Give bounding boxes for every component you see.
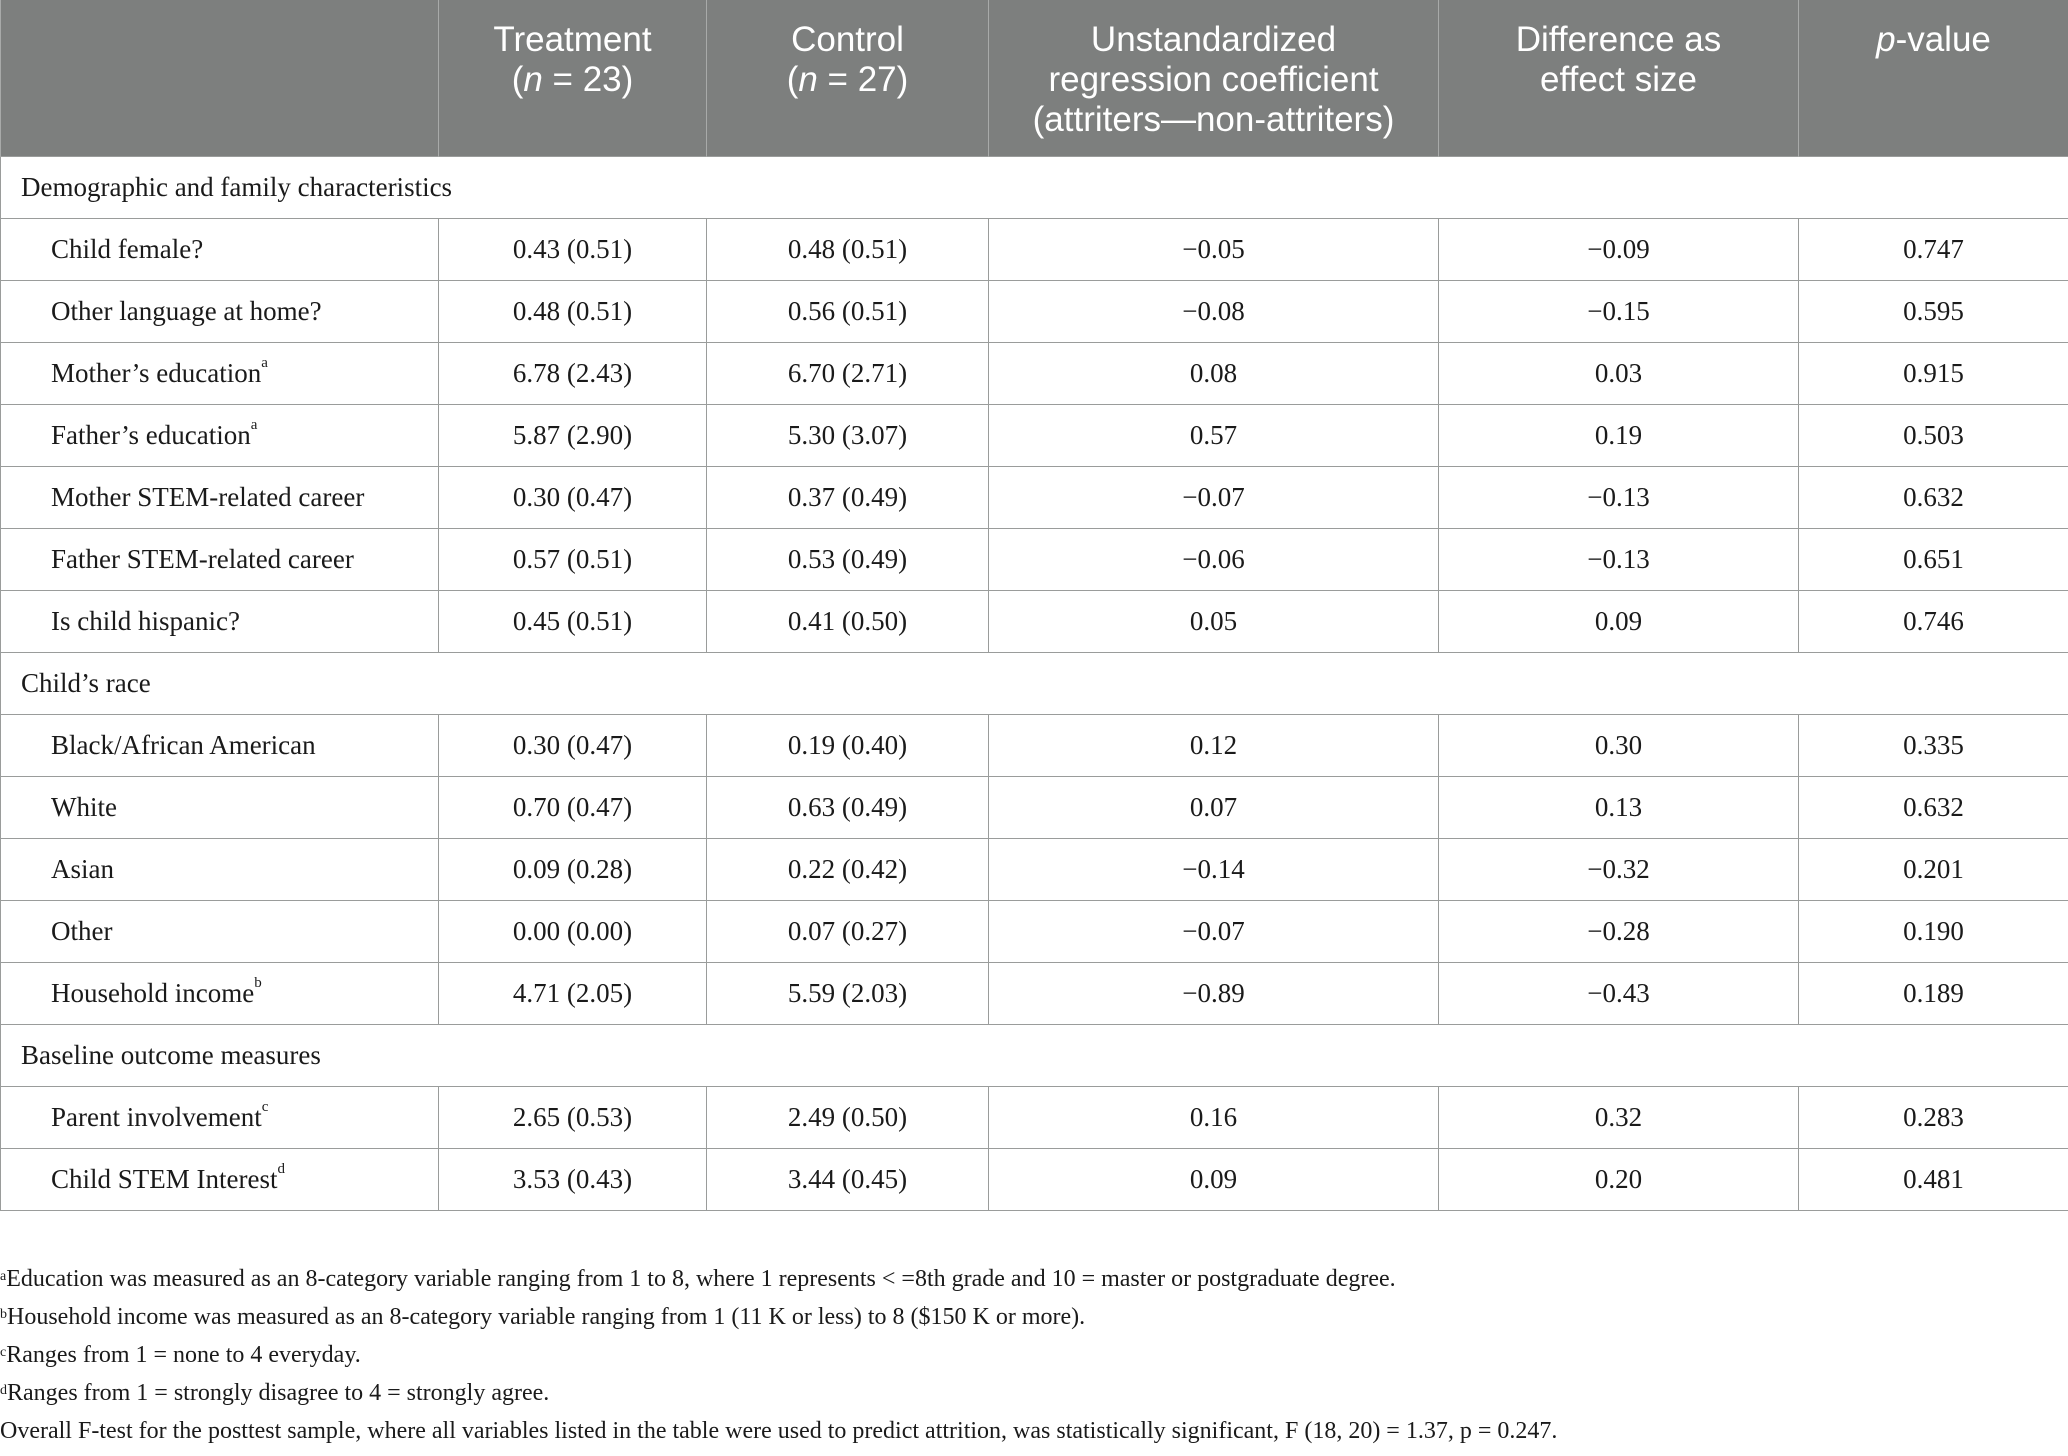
p-value-cell: 0.503 xyxy=(1799,404,2068,466)
coefficient-cell: 0.07 xyxy=(989,776,1439,838)
header-control: Control (n = 27) xyxy=(707,0,989,156)
coefficient-cell: 0.12 xyxy=(989,714,1439,776)
table-body xyxy=(1,156,2068,1210)
footnote-text: Ranges from 1 = strongly disagree to 4 = strongly agree. xyxy=(7,1380,550,1406)
table-header-row xyxy=(1,0,2068,156)
row-label-text: Parent involvement xyxy=(51,1101,262,1132)
control-cell: 0.22 (0.42) xyxy=(707,838,989,900)
footnote-marker: b xyxy=(254,974,262,991)
effect-size-cell: 0.19 xyxy=(1439,404,1799,466)
control-cell: 0.48 (0.51) xyxy=(707,218,989,280)
row-label xyxy=(1,1086,439,1148)
effect-size-cell: −0.28 xyxy=(1439,900,1799,962)
footnote xyxy=(0,1260,2060,1298)
effect-size-cell: 0.30 xyxy=(1439,714,1799,776)
control-cell: 0.53 (0.49) xyxy=(707,528,989,590)
p-value-cell: 0.189 xyxy=(1799,962,2068,1024)
coefficient-cell: −0.07 xyxy=(989,466,1439,528)
row-label-text: Is child hispanic? xyxy=(51,605,240,636)
header-control-label: Control xyxy=(791,20,904,59)
row-label xyxy=(1,900,439,962)
effect-size-cell: 0.32 xyxy=(1439,1086,1799,1148)
footnote xyxy=(0,1374,2060,1412)
p-value-cell: 0.746 xyxy=(1799,590,2068,652)
treatment-cell: 0.57 (0.51) xyxy=(439,528,707,590)
treatment-cell: 0.45 (0.51) xyxy=(439,590,707,652)
coefficient-cell: −0.89 xyxy=(989,962,1439,1024)
row-label-text: Mother’s education xyxy=(51,357,262,388)
p-value-cell: 0.632 xyxy=(1799,776,2068,838)
control-cell: 2.49 (0.50) xyxy=(707,1086,989,1148)
control-cell: 5.59 (2.03) xyxy=(707,962,989,1024)
footnote xyxy=(0,1336,2060,1374)
row-label-text: Mother STEM-related career xyxy=(51,481,365,512)
row-label-text: Other language at home? xyxy=(51,295,322,326)
p-value-cell: 0.283 xyxy=(1799,1086,2068,1148)
coefficient-cell: −0.05 xyxy=(989,218,1439,280)
header-p-value xyxy=(1799,0,2068,156)
footnote-marker: b xyxy=(0,1307,7,1322)
p-value-cell: 0.632 xyxy=(1799,466,2068,528)
row-label-text: Asian xyxy=(51,853,114,884)
coefficient-cell: −0.08 xyxy=(989,280,1439,342)
footnote-marker: a xyxy=(0,1269,7,1284)
coefficient-cell: 0.08 xyxy=(989,342,1439,404)
row-label xyxy=(1,962,439,1024)
coefficient-cell: −0.06 xyxy=(989,528,1439,590)
table-row xyxy=(1,528,2068,590)
footnote-marker: a xyxy=(261,354,268,371)
row-label-text: Child STEM Interest xyxy=(51,1163,278,1194)
control-cell: 3.44 (0.45) xyxy=(707,1148,989,1210)
treatment-cell: 0.00 (0.00) xyxy=(439,900,707,962)
header-effect-size xyxy=(1439,0,1799,156)
footnote-text: Education was measured as an 8-category variable ranging from 1 to 8, where 1 represents < =8th grade and 10 = master or postgraduate degree. xyxy=(6,1266,1396,1292)
treatment-cell: 3.53 (0.43) xyxy=(439,1148,707,1210)
effect-size-cell: −0.13 xyxy=(1439,466,1799,528)
p-value-cell: 0.651 xyxy=(1799,528,2068,590)
footnote xyxy=(0,1412,2060,1450)
treatment-cell: 0.09 (0.28) xyxy=(439,838,707,900)
p-value-cell: 0.915 xyxy=(1799,342,2068,404)
table-row xyxy=(1,218,2068,280)
header-coef-line2: regression coefficient xyxy=(1048,60,1379,99)
header-control-n-value: = 27 xyxy=(817,60,897,99)
footnote-text: Ranges from 1 = none to 4 everyday. xyxy=(6,1342,361,1368)
effect-size-cell: −0.09 xyxy=(1439,218,1799,280)
footnote-marker: c xyxy=(0,1345,7,1360)
row-label xyxy=(1,528,439,590)
header-treatment: Treatment (n = 23) xyxy=(439,0,707,156)
row-label xyxy=(1,838,439,900)
table-row xyxy=(1,714,2068,776)
p-value-cell: 0.190 xyxy=(1799,900,2068,962)
header-p-italic: p xyxy=(1876,20,1896,59)
treatment-cell: 6.78 (2.43) xyxy=(439,342,707,404)
row-label-text: Black/African American xyxy=(51,729,316,760)
row-label-text: Father’s education xyxy=(51,419,251,450)
footnote xyxy=(0,1298,2060,1336)
control-cell: 0.63 (0.49) xyxy=(707,776,989,838)
control-cell: 0.07 (0.27) xyxy=(707,900,989,962)
table-row xyxy=(1,466,2068,528)
section-row xyxy=(1,1024,2068,1086)
treatment-cell: 0.30 (0.47) xyxy=(439,466,707,528)
row-label xyxy=(1,466,439,528)
table-row xyxy=(1,838,2068,900)
table-row xyxy=(1,590,2068,652)
row-label-text: Child female? xyxy=(51,233,204,264)
header-treatment-n-var: n xyxy=(523,60,543,99)
coefficient-cell: −0.07 xyxy=(989,900,1439,962)
treatment-cell: 5.87 (2.90) xyxy=(439,404,707,466)
treatment-cell: 4.71 (2.05) xyxy=(439,962,707,1024)
row-label xyxy=(1,404,439,466)
control-cell: 0.56 (0.51) xyxy=(707,280,989,342)
control-cell: 0.19 (0.40) xyxy=(707,714,989,776)
row-label-text: White xyxy=(51,791,117,822)
treatment-cell: 0.48 (0.51) xyxy=(439,280,707,342)
table-row xyxy=(1,342,2068,404)
header-variable xyxy=(1,0,439,156)
section-title: Child’s race xyxy=(1,652,2068,714)
header-coef-line3: (attriters—non-attriters) xyxy=(1032,100,1395,139)
row-label xyxy=(1,776,439,838)
section-row xyxy=(1,652,2068,714)
treatment-cell: 0.43 (0.51) xyxy=(439,218,707,280)
table-row xyxy=(1,280,2068,342)
control-cell: 5.30 (3.07) xyxy=(707,404,989,466)
table-row xyxy=(1,1148,2068,1210)
row-label xyxy=(1,342,439,404)
footnote-marker: d xyxy=(0,1383,7,1398)
header-effect-line1: Difference as xyxy=(1515,20,1722,59)
section-title: Demographic and family characteristics xyxy=(1,156,2068,218)
treatment-cell: 2.65 (0.53) xyxy=(439,1086,707,1148)
footnote-marker: a xyxy=(250,416,258,433)
effect-size-cell: −0.43 xyxy=(1439,962,1799,1024)
treatment-cell: 0.70 (0.47) xyxy=(439,776,707,838)
footnotes xyxy=(0,1260,2060,1450)
header-coefficient xyxy=(989,0,1439,156)
coefficient-cell: 0.57 xyxy=(989,404,1439,466)
treatment-cell: 0.30 (0.47) xyxy=(439,714,707,776)
effect-size-cell: −0.13 xyxy=(1439,528,1799,590)
header-effect-line2: effect size xyxy=(1540,60,1697,99)
p-value-cell: 0.201 xyxy=(1799,838,2068,900)
header-control-n-var: n xyxy=(798,60,818,99)
table-row xyxy=(1,1086,2068,1148)
control-cell: 0.37 (0.49) xyxy=(707,466,989,528)
footnote-marker: c xyxy=(261,1098,269,1115)
coefficient-cell: 0.09 xyxy=(989,1148,1439,1210)
effect-size-cell: 0.09 xyxy=(1439,590,1799,652)
p-value-cell: 0.481 xyxy=(1799,1148,2068,1210)
row-label-text: Father STEM-related career xyxy=(51,543,354,574)
row-label xyxy=(1,590,439,652)
table-row xyxy=(1,404,2068,466)
coefficient-cell: −0.14 xyxy=(989,838,1439,900)
coefficient-cell: 0.05 xyxy=(989,590,1439,652)
effect-size-cell: 0.20 xyxy=(1439,1148,1799,1210)
header-coef-line1: Unstandardized xyxy=(1090,20,1337,59)
header-treatment-label: Treatment xyxy=(493,20,652,59)
p-value-cell: 0.335 xyxy=(1799,714,2068,776)
control-cell: 6.70 (2.71) xyxy=(707,342,989,404)
row-label-text: Other xyxy=(51,915,113,946)
row-label xyxy=(1,1148,439,1210)
effect-size-cell: −0.15 xyxy=(1439,280,1799,342)
effect-size-cell: 0.03 xyxy=(1439,342,1799,404)
header-treatment-n-value: = 23 xyxy=(542,60,622,99)
footnote-marker: d xyxy=(277,1160,285,1177)
row-label xyxy=(1,714,439,776)
table-row xyxy=(1,776,2068,838)
row-label xyxy=(1,280,439,342)
p-value-cell: 0.747 xyxy=(1799,218,2068,280)
footnote-text: Overall F-test for the posttest sample, where all variables listed in the table were used to predict attrition, was statistically significant, F (18, 20) = 1.37, p = 0.247. xyxy=(0,1418,1558,1444)
row-label xyxy=(1,218,439,280)
header-p-rest: -value xyxy=(1895,20,1991,59)
table-row xyxy=(1,962,2068,1024)
effect-size-cell: 0.13 xyxy=(1439,776,1799,838)
coefficient-cell: 0.16 xyxy=(989,1086,1439,1148)
control-cell: 0.41 (0.50) xyxy=(707,590,989,652)
p-value-cell: 0.595 xyxy=(1799,280,2068,342)
effect-size-cell: −0.32 xyxy=(1439,838,1799,900)
row-label-text: Household income xyxy=(51,977,255,1008)
section-row xyxy=(1,156,2068,218)
footnote-text: Household income was measured as an 8-category variable ranging from 1 (11 K or less) to 8 ($150 K or more). xyxy=(7,1304,1086,1330)
section-title: Baseline outcome measures xyxy=(1,1024,2068,1086)
table-row xyxy=(1,900,2068,962)
